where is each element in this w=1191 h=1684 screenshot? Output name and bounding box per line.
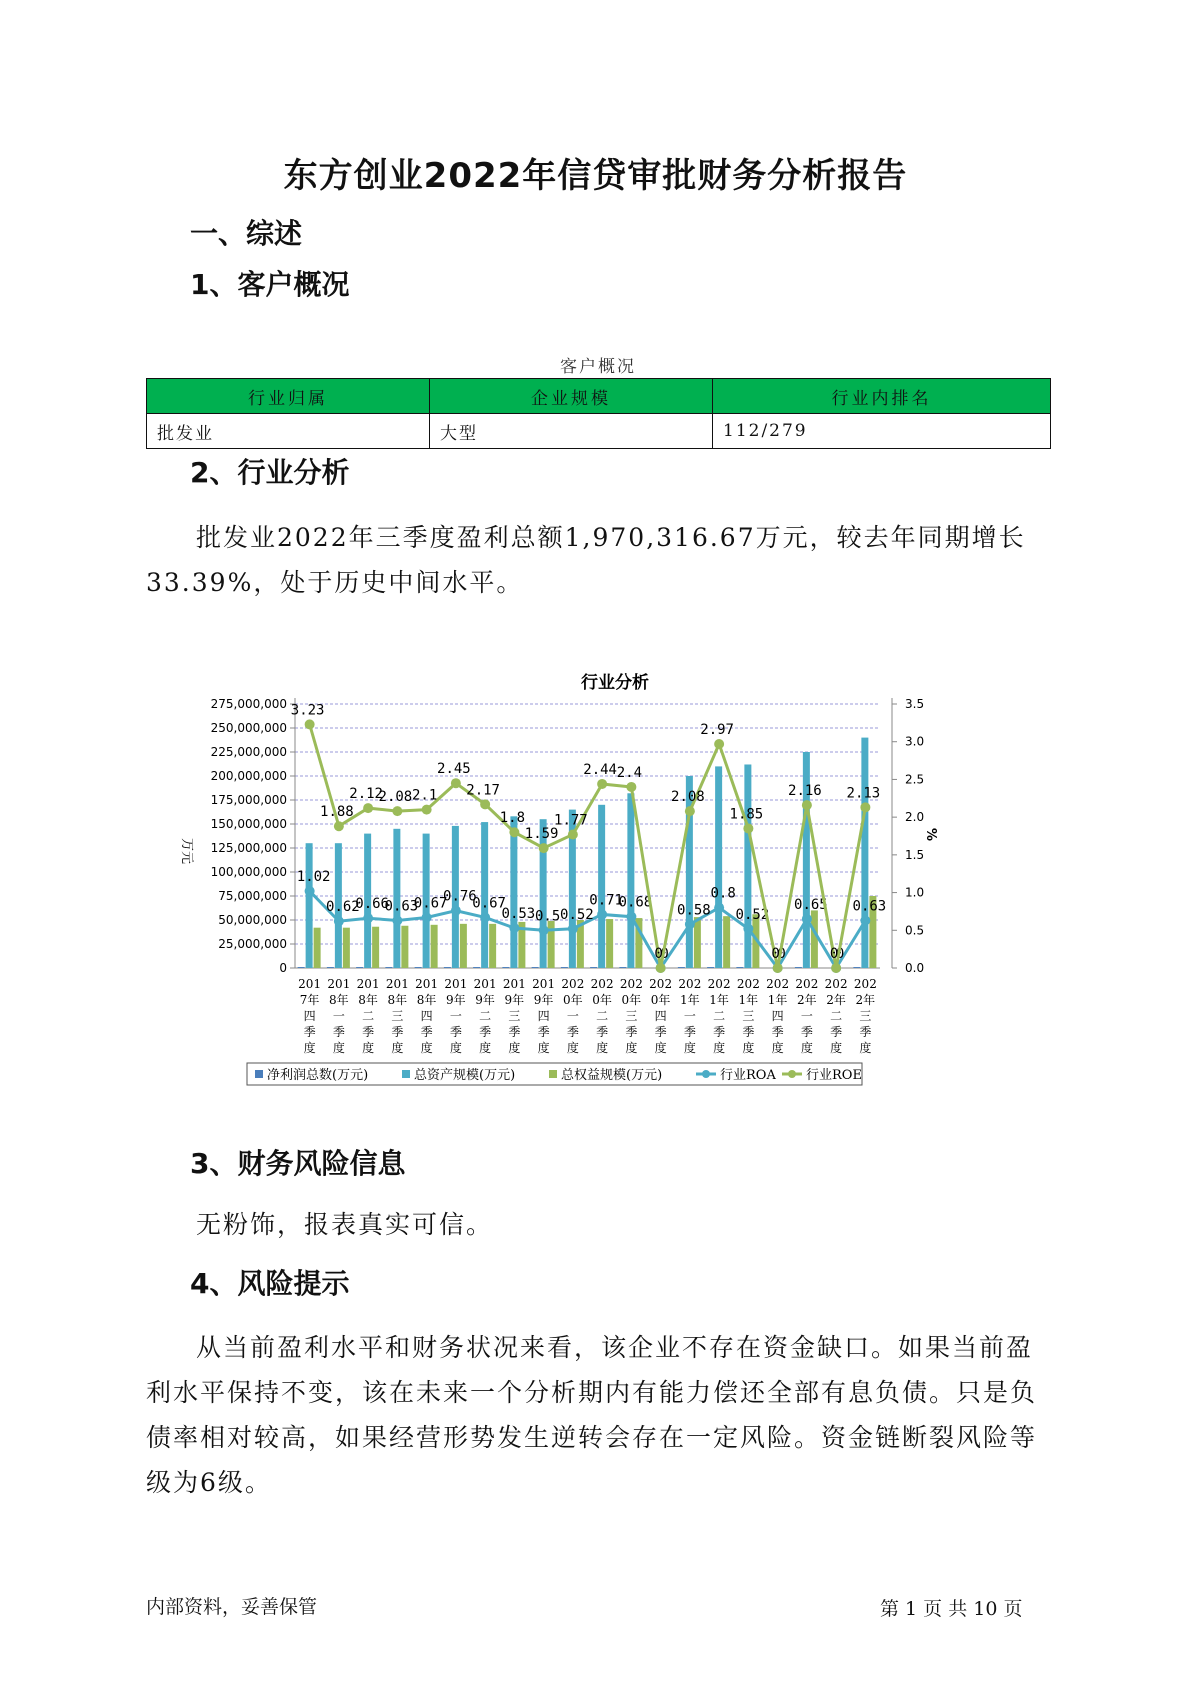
- category-label: 201: [473, 977, 497, 991]
- table-header-row: [147, 379, 1051, 414]
- category-label: 201: [356, 977, 380, 991]
- bar-0: [356, 967, 363, 968]
- bar-2: [548, 921, 555, 968]
- right-tick-label: 2.0: [905, 810, 925, 825]
- category-label: 二: [713, 1009, 726, 1023]
- header-industry: 行业归属: [147, 379, 430, 414]
- category-label: 度: [830, 1041, 843, 1055]
- category-label: 度: [742, 1041, 755, 1055]
- category-label: 201: [532, 977, 556, 991]
- data-label-1: 2.45: [437, 761, 471, 778]
- category-label: 1年: [680, 993, 700, 1007]
- data-label-0: 0.63: [852, 898, 887, 915]
- bar-2: [372, 927, 379, 968]
- left-tick-label: 175,000,000: [210, 793, 287, 807]
- legend-label: 总资产规模(万元): [414, 1068, 516, 1083]
- category-label: 202: [766, 977, 790, 991]
- bar-2: [811, 910, 818, 968]
- category-label: 四: [537, 1009, 550, 1023]
- category-label: 201: [502, 977, 526, 991]
- category-label: 四: [771, 1009, 784, 1023]
- right-tick-label: 3.5: [905, 697, 925, 711]
- category-label: 一: [683, 1009, 696, 1023]
- bar-1: [715, 766, 722, 968]
- category-label: 202: [619, 977, 643, 991]
- bar-0: [590, 967, 597, 968]
- series-point-1: [363, 803, 373, 813]
- series-point-0: [451, 906, 461, 916]
- category-label: 季: [420, 1025, 433, 1039]
- section-risk-info-heading: 3、财务风险信息: [190, 1147, 406, 1180]
- data-label-0: 1.02: [296, 869, 331, 886]
- category-label: 季: [654, 1025, 667, 1039]
- category-label: 9年: [533, 993, 554, 1007]
- series-point-0: [480, 912, 490, 922]
- right-axis-title: %: [923, 828, 938, 842]
- category-label: 三: [508, 1009, 521, 1023]
- data-label-1: 2.12: [349, 786, 383, 803]
- category-label: 度: [771, 1041, 784, 1055]
- section-client-heading: 1、客户概况: [190, 268, 350, 301]
- section-risk-tip-heading: 4、风险提示: [190, 1267, 350, 1300]
- category-label: 202: [649, 977, 673, 991]
- bar-0: [327, 967, 334, 968]
- series-point-0: [743, 924, 753, 934]
- legend-swatch: [549, 1070, 557, 1078]
- series-point-1: [773, 963, 783, 973]
- legend-swatch: [255, 1070, 263, 1078]
- section-overview-heading: 一、综述: [190, 217, 303, 250]
- series-point-1: [568, 829, 578, 839]
- left-tick-label: 50,000,000: [218, 913, 287, 927]
- category-label: 201: [298, 977, 322, 991]
- data-label-1: 0: [771, 946, 780, 962]
- right-tick-label: 1.5: [905, 847, 925, 862]
- data-label-1: 2.16: [788, 783, 822, 800]
- category-label: 度: [391, 1041, 404, 1055]
- category-label: 二: [596, 1009, 609, 1023]
- category-label: 202: [707, 977, 731, 991]
- footer-page-number: 第 1 页 共 10 页: [880, 1598, 1023, 1620]
- category-label: 8年: [329, 993, 349, 1007]
- category-label: 度: [508, 1041, 521, 1055]
- bar-2: [460, 924, 467, 968]
- category-label: 度: [625, 1041, 638, 1055]
- category-label: 三: [391, 1009, 404, 1023]
- category-label: 度: [479, 1041, 492, 1055]
- bar-0: [298, 967, 305, 968]
- series-point-1: [626, 782, 636, 792]
- data-label-0: 0.68: [618, 894, 653, 911]
- bar-0: [619, 967, 626, 968]
- bar-0: [473, 967, 480, 968]
- category-label: 季: [303, 1025, 316, 1039]
- data-label-0: 0.63: [384, 898, 419, 915]
- category-label: 一: [566, 1009, 579, 1023]
- category-label: 201: [415, 977, 439, 991]
- category-label: 度: [420, 1041, 433, 1055]
- table-caption: 客户概况: [560, 357, 636, 377]
- legend-label: 行业ROE: [806, 1068, 862, 1083]
- left-tick-label: 125,000,000: [210, 841, 287, 855]
- category-label: 度: [683, 1041, 696, 1055]
- left-tick-label: 150,000,000: [210, 817, 287, 831]
- bar-2: [723, 916, 730, 968]
- bar-2: [401, 926, 408, 968]
- category-label: 9年: [475, 993, 495, 1007]
- category-label: 季: [537, 1025, 550, 1039]
- footer-confidential: 内部资料，妥善保管: [146, 1596, 318, 1618]
- series-point-1: [480, 799, 490, 809]
- category-label: 202: [678, 977, 702, 991]
- data-label-1: 1.88: [320, 804, 354, 821]
- series-point-0: [539, 925, 549, 935]
- category-label: 四: [654, 1009, 667, 1023]
- data-label-1: 2.13: [846, 785, 881, 802]
- category-label: 季: [479, 1025, 492, 1039]
- data-label-1: 0: [829, 946, 839, 962]
- category-label: 9年: [446, 993, 466, 1007]
- data-label-0: 0.66: [355, 896, 389, 913]
- table-row: [147, 414, 1051, 449]
- data-label-0: 0: [835, 946, 845, 962]
- bar-0: [444, 967, 451, 968]
- category-label: 202: [795, 977, 819, 991]
- data-label-0: 0.76: [443, 888, 477, 905]
- series-point-1: [334, 821, 344, 831]
- legend-label: 净利润总数(万元): [267, 1068, 369, 1083]
- section-industry-heading: 2、行业分析: [190, 456, 350, 489]
- left-tick-label: 0: [279, 961, 287, 975]
- legend-swatch: [402, 1070, 410, 1078]
- category-label: 四: [303, 1009, 316, 1023]
- left-tick-label: 25,000,000: [218, 937, 287, 951]
- risk-tip-paragraph: 从当前盈利水平和财务状况来看，该企业不存在资金缺口。如果当前盈利水平保持不变，该在未来一个分析期内有能力偿还全部有息负债。只是负债率相对较高，如果经营形势发生逆转会存在一定风险。资金链断裂风险等级为6级。: [146, 1333, 1038, 1497]
- bar-2: [694, 917, 701, 968]
- bar-1: [861, 738, 868, 968]
- data-label-0: 0.53: [501, 906, 536, 923]
- data-label-0: 0.67: [472, 895, 506, 912]
- industry-paragraph: 批发业2022年三季度盈利总额1,970,316.67万元，较去年同期增长33.39%，处于历史中间水平。: [146, 523, 1026, 597]
- client-overview-table: [146, 378, 1051, 449]
- series-point-0: [334, 916, 344, 926]
- category-label: 四: [420, 1009, 433, 1023]
- category-label: 度: [654, 1041, 667, 1055]
- data-label-0: 0.5: [534, 908, 561, 925]
- left-tick-label: 75,000,000: [218, 889, 287, 903]
- category-label: 季: [683, 1025, 696, 1039]
- category-label: 一: [332, 1009, 345, 1023]
- category-label: 8年: [387, 993, 408, 1007]
- category-label: 季: [713, 1025, 726, 1039]
- data-label-0: 0: [777, 946, 786, 962]
- bar-1: [510, 816, 517, 968]
- category-label: 季: [625, 1025, 638, 1039]
- category-label: 季: [508, 1025, 521, 1039]
- category-label: 1年: [709, 993, 729, 1007]
- category-label: 7年: [299, 993, 320, 1007]
- left-tick-label: 275,000,000: [210, 697, 287, 711]
- category-label: 季: [362, 1025, 375, 1039]
- category-label: 0年: [650, 993, 671, 1007]
- category-label: 2年: [797, 993, 817, 1007]
- category-label: 度: [303, 1041, 316, 1055]
- category-label: 0年: [621, 993, 642, 1007]
- category-label: 度: [859, 1041, 872, 1055]
- series-point-0: [305, 886, 315, 896]
- series-point-1: [597, 779, 607, 789]
- industry-chart-svg: [175, 658, 950, 1118]
- category-label: 一: [800, 1009, 813, 1023]
- bar-2: [431, 925, 438, 968]
- data-label-0: 0.52: [735, 906, 770, 923]
- category-label: 201: [444, 977, 468, 991]
- data-label-1: 1.85: [729, 806, 764, 823]
- left-tick-label: 250,000,000: [210, 721, 287, 735]
- category-label: 202: [561, 977, 585, 991]
- bar-0: [707, 967, 714, 968]
- data-label-1: 2.08: [378, 789, 413, 806]
- series-point-0: [422, 912, 432, 922]
- right-tick-label: 0.5: [905, 923, 925, 938]
- category-label: 8年: [416, 993, 437, 1007]
- category-label: 201: [327, 977, 351, 991]
- right-tick-label: 0.0: [905, 961, 925, 975]
- category-label: 0年: [592, 993, 612, 1007]
- data-label-1: 3.23: [290, 702, 325, 719]
- bar-0: [795, 967, 802, 968]
- category-label: 二: [830, 1009, 843, 1023]
- right-tick-label: 2.5: [905, 772, 925, 787]
- category-label: 8年: [358, 993, 378, 1007]
- bar-0: [561, 967, 568, 968]
- series-point-1: [451, 778, 461, 788]
- category-label: 度: [800, 1041, 813, 1055]
- legend-marker: [702, 1070, 710, 1078]
- data-label-0: 0.62: [326, 899, 360, 916]
- left-tick-label: 100,000,000: [210, 865, 287, 879]
- header-rank: 行业内排名: [713, 379, 1051, 414]
- data-label-1: 1.8: [499, 810, 526, 827]
- category-label: 度: [537, 1041, 550, 1055]
- series-point-1: [685, 806, 695, 816]
- category-label: 度: [362, 1041, 375, 1055]
- bar-0: [678, 967, 685, 968]
- data-label-0: 0.8: [710, 885, 736, 902]
- series-point-0: [509, 923, 519, 933]
- category-label: 季: [391, 1025, 404, 1039]
- left-tick-label: 225,000,000: [210, 745, 287, 759]
- category-label: 季: [771, 1025, 784, 1039]
- category-label: 1年: [767, 993, 788, 1007]
- category-label: 季: [742, 1025, 755, 1039]
- bar-2: [606, 919, 613, 968]
- series-point-1: [509, 827, 519, 837]
- series-point-0: [802, 914, 812, 924]
- category-label: 季: [800, 1025, 813, 1039]
- series-point-1: [860, 802, 870, 812]
- left-tick-label: 200,000,000: [210, 769, 287, 783]
- category-label: 1年: [738, 993, 759, 1007]
- series-point-0: [568, 924, 578, 934]
- bar-0: [385, 967, 392, 968]
- data-label-0: 0.65: [794, 896, 828, 913]
- bar-1: [306, 843, 313, 968]
- category-label: 9年: [504, 993, 525, 1007]
- category-label: 度: [449, 1041, 462, 1055]
- series-point-0: [392, 915, 402, 925]
- series-point-0: [597, 909, 607, 919]
- bar-0: [415, 967, 422, 968]
- category-label: 度: [713, 1041, 726, 1055]
- series-point-1: [802, 800, 812, 810]
- category-label: 季: [566, 1025, 579, 1039]
- risk-info-paragraph: 无粉饰，报表真实可信。: [196, 1210, 494, 1239]
- legend-label: 行业ROA: [720, 1068, 776, 1083]
- legend-label: 总权益规模(万元): [561, 1068, 663, 1083]
- category-label: 202: [824, 977, 848, 991]
- category-label: 三: [625, 1009, 638, 1023]
- cell-industry: 批发业: [147, 414, 430, 449]
- category-label: 度: [332, 1041, 345, 1055]
- bar-0: [532, 967, 539, 968]
- bar-2: [314, 928, 321, 968]
- data-label-1: 1.59: [524, 826, 559, 843]
- category-label: 202: [590, 977, 614, 991]
- series-point-1: [392, 806, 402, 816]
- document-title: 东方创业2022年信贷审批财务分析报告: [283, 156, 908, 196]
- data-label-1: 2.17: [466, 782, 500, 799]
- industry-chart: [175, 658, 950, 1118]
- data-label-0: 0: [660, 946, 669, 962]
- bar-2: [489, 924, 496, 968]
- bar-2: [343, 928, 350, 968]
- cell-scale: 大型: [430, 414, 713, 449]
- cell-rank: 112/279: [713, 414, 1051, 449]
- category-label: 三: [859, 1009, 872, 1023]
- category-label: 2年: [855, 993, 876, 1007]
- bar-0: [502, 967, 509, 968]
- category-label: 季: [449, 1025, 462, 1039]
- category-label: 二: [479, 1009, 492, 1023]
- bar-1: [598, 805, 605, 968]
- bar-1: [627, 793, 634, 968]
- data-label-1: 1.77: [554, 812, 588, 829]
- series-point-0: [626, 912, 636, 922]
- data-label-0: 0.67: [413, 895, 448, 912]
- legend-marker: [788, 1070, 796, 1078]
- series-point-1: [714, 739, 724, 749]
- series-point-0: [714, 903, 724, 913]
- category-label: 2年: [826, 993, 846, 1007]
- data-label-0: 0.71: [589, 892, 623, 909]
- series-point-0: [860, 915, 870, 925]
- series-point-1: [656, 963, 666, 973]
- category-label: 季: [332, 1025, 345, 1039]
- series-point-1: [422, 805, 432, 815]
- series-line-1: [310, 721, 866, 968]
- series-point-1: [831, 963, 841, 973]
- category-label: 度: [566, 1041, 579, 1055]
- data-label-1: 2.08: [671, 789, 705, 806]
- series-point-1: [539, 843, 549, 853]
- bar-0: [853, 967, 860, 968]
- right-tick-label: 1.0: [905, 885, 925, 900]
- series-point-0: [363, 913, 373, 923]
- header-scale: 企业规模: [430, 379, 713, 414]
- right-tick-label: 3.0: [905, 734, 925, 749]
- category-label: 202: [736, 977, 760, 991]
- left-axis-title: 万元: [179, 838, 194, 865]
- category-label: 三: [742, 1009, 755, 1023]
- data-label-1: 2.44: [583, 761, 617, 778]
- chart-title: 行业分析: [581, 673, 649, 693]
- data-label-1: 2.97: [700, 721, 734, 738]
- data-label-1: 2.1: [411, 787, 438, 804]
- category-label: 0年: [563, 993, 583, 1007]
- data-label-1: 2.4: [616, 764, 643, 781]
- category-label: 季: [596, 1025, 609, 1039]
- bar-0: [736, 967, 743, 968]
- category-label: 二: [362, 1009, 375, 1023]
- series-point-1: [743, 823, 753, 833]
- category-label: 度: [596, 1041, 609, 1055]
- series-point-1: [305, 719, 315, 729]
- series-point-0: [685, 919, 695, 929]
- category-label: 季: [859, 1025, 872, 1039]
- data-label-1: 0: [654, 946, 663, 962]
- bar-1: [744, 764, 751, 968]
- category-label: 201: [385, 977, 409, 991]
- data-label-0: 0.52: [560, 906, 594, 923]
- category-label: 季: [830, 1025, 843, 1039]
- data-label-0: 0.58: [677, 902, 711, 919]
- category-label: 202: [853, 977, 877, 991]
- category-label: 一: [449, 1009, 462, 1023]
